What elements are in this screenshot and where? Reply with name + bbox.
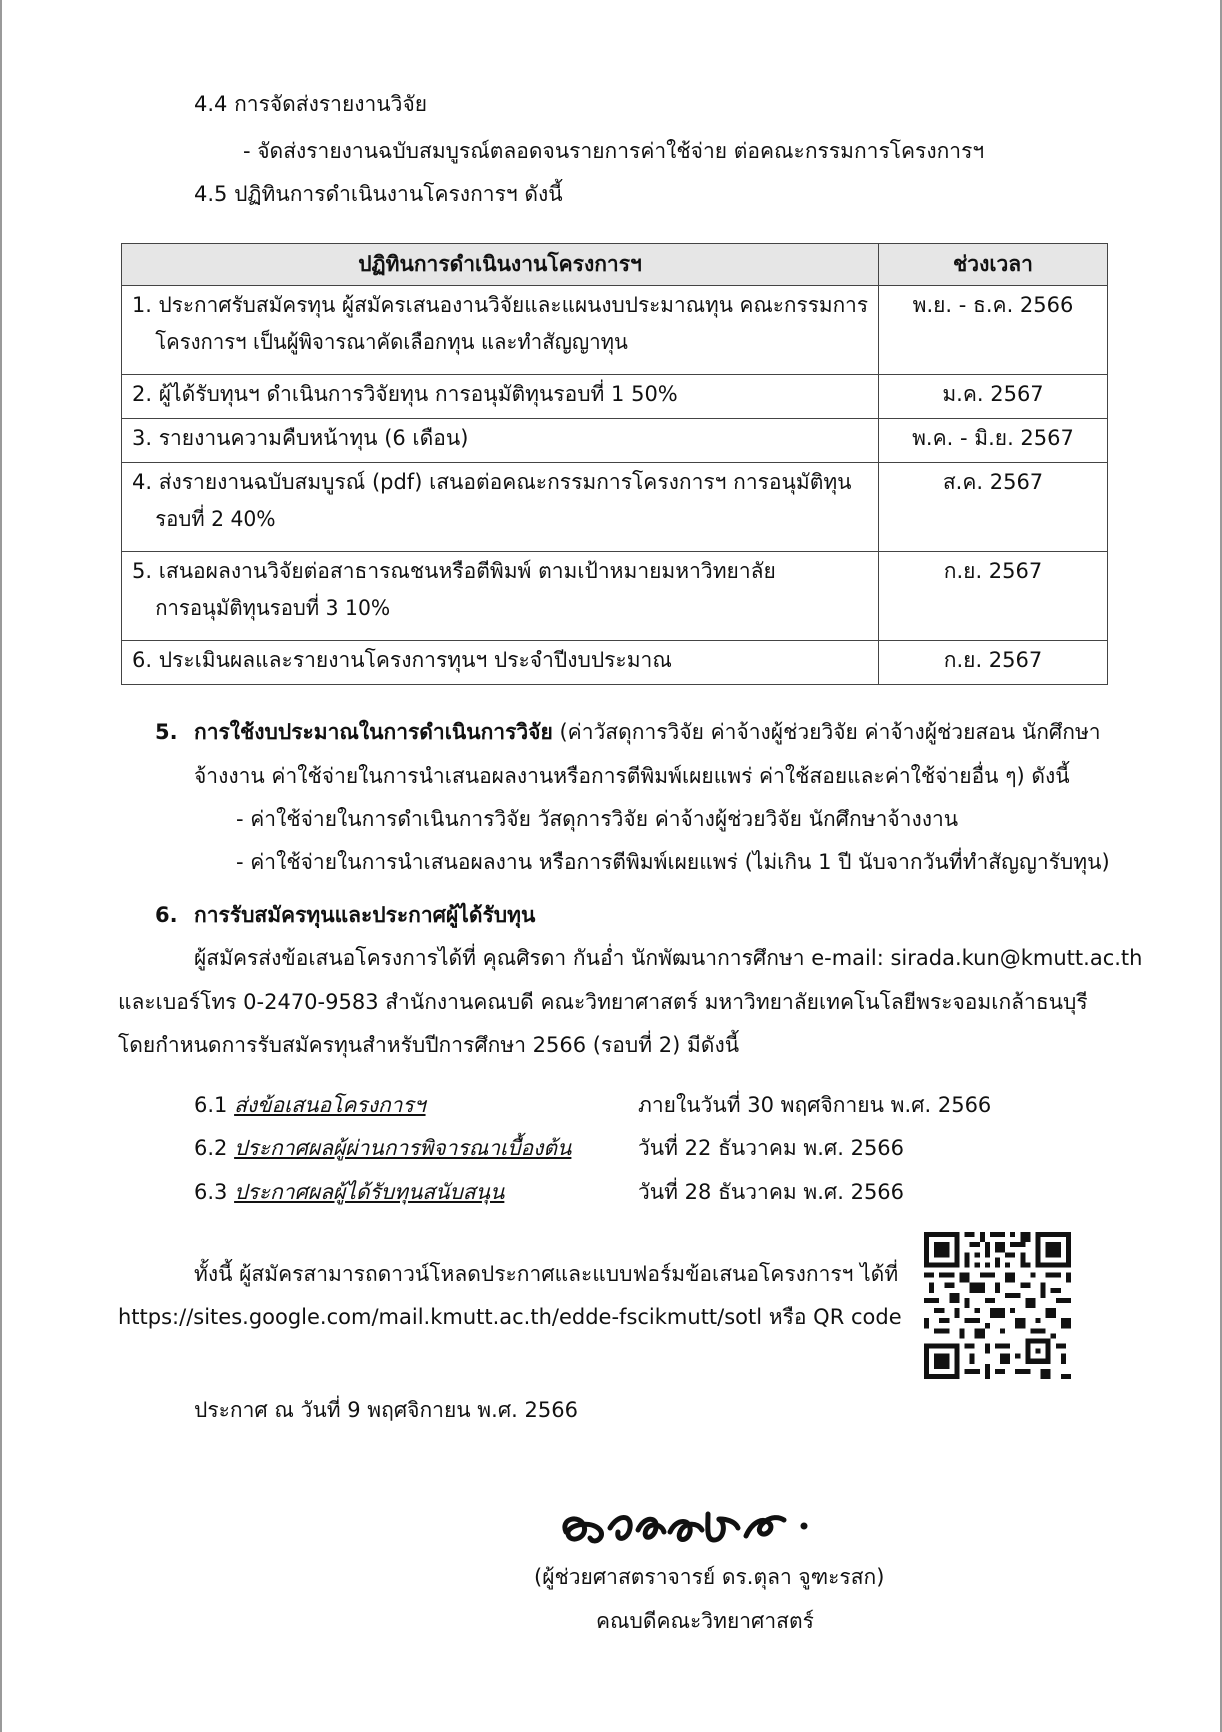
activity-line-1: 5. เสนอผลงานวิจัยต่อสาธารณชนหรือตีพิมพ์ ตามเป้าหมายมหาวิทยาลัย — [132, 559, 776, 583]
section-5-bullet-1: - ค่าใช้จ่ายในการดำเนินการวิจัย วัสดุการวิจัย ค่าจ้างผู้ช่วยวิจัย นักศึกษาจ้างงาน — [236, 807, 959, 831]
section-6-paragraph-line-1: ผู้สมัครส่งข้อเสนอโครงการได้ที่ คุณศิรดา กันอ่ำ นักพัฒนาการศึกษา e-mail: sirada.kun@kmutt.ac.th — [194, 946, 1143, 970]
section-4-4-heading: 4.4 การจัดส่งรายงานวิจัย — [194, 92, 428, 116]
schedule-activity-cell — [122, 552, 879, 641]
table-row — [122, 641, 1108, 685]
signature-image — [558, 1488, 838, 1558]
section-5-bullet-2: - ค่าใช้จ่ายในการนำเสนอผลงาน หรือการตีพิมพ์เผยแพร่ (ไม่เกิน 1 ปี นับจากวันที่ทำสัญญารับทุน) — [236, 850, 1110, 874]
signer-position: คณบดีคณะวิทยาศาสตร์ — [596, 1609, 814, 1633]
schedule-table — [121, 243, 1108, 685]
section-6-number: 6. — [155, 903, 178, 927]
timeline-date: วันที่ 22 ธันวาคม พ.ศ. 2566 — [638, 1136, 905, 1160]
schedule-activity-cell — [122, 286, 879, 375]
announcement-date: ประกาศ ณ วันที่ 9 พฤศจิกายน พ.ศ. 2566 — [194, 1398, 578, 1422]
schedule-period-cell: ม.ค. 2567 — [879, 375, 1108, 419]
timeline-date: ภายในวันที่ 30 พฤศจิกายน พ.ศ. 2566 — [638, 1093, 992, 1117]
schedule-period-cell: พ.ย. - ธ.ค. 2566 — [879, 286, 1108, 375]
timeline-item-6-2 — [194, 1136, 571, 1161]
activity-line-1: 2. ผู้ได้รับทุนฯ ดำเนินการวิจัยทุน การอนุมัติทุนรอบที่ 1 50% — [132, 382, 678, 406]
section-5-line-2: จ้างงาน ค่าใช้จ่ายในการนำเสนอผลงานหรือการตีพิมพ์เผยแพร่ ค่าใช้สอยและค่าใช้จ่ายอื่น ๆ) ดังนี้ — [194, 764, 1070, 788]
activity-line-1: 6. ประเมินผลและรายงานโครงการทุนฯ ประจำปีงบประมาณ — [132, 648, 672, 672]
signer-name: (ผู้ช่วยศาสตราจารย์ ดร.ตุลา จูฑะรสก) — [534, 1565, 885, 1589]
page-left-edge — [0, 0, 2, 1732]
qr-code-image[interactable] — [924, 1232, 1071, 1379]
schedule-period-cell: ก.ย. 2567 — [879, 552, 1108, 641]
schedule-col-period: ช่วงเวลา — [879, 244, 1108, 286]
section-6-paragraph-line-3: โดยกำหนดการรับสมัครทุนสำหรับปีการศึกษา 2566 (รอบที่ 2) มีดังนี้ — [118, 1033, 740, 1057]
timeline-number: 6.2 — [194, 1136, 228, 1160]
section-6-title: การรับสมัครทุนและประกาศผู้ได้รับทุน — [194, 903, 536, 927]
schedule-period-cell: ส.ค. 2567 — [879, 463, 1108, 552]
schedule-activity-cell — [122, 375, 879, 419]
section-4-5-heading: 4.5 ปฏิทินการดำเนินงานโครงการฯ ดังนี้ — [194, 182, 563, 206]
schedule-col-activity: ปฏิทินการดำเนินงานโครงการฯ — [122, 244, 879, 286]
section-6-paragraph-line-2: และเบอร์โทร 0-2470-9583 สำนักงานคณบดี คณะวิทยาศาสตร์ มหาวิทยาลัยเทคโนโลยีพระจอมเกล้าธนบุรี — [118, 990, 1088, 1014]
timeline-number: 6.1 — [194, 1093, 228, 1117]
activity-line-1: 4. ส่งรายงานฉบับสมบูรณ์ (pdf) เสนอต่อคณะกรรมการโครงการฯ การอนุมัติทุน — [132, 470, 852, 494]
timeline-date: วันที่ 28 ธันวาคม พ.ศ. 2566 — [638, 1180, 905, 1204]
table-row — [122, 286, 1108, 375]
schedule-period-cell: พ.ค. - มิ.ย. 2567 — [879, 419, 1108, 463]
timeline-label: ประกาศผลผู้ผ่านการพิจารณาเบื้องต้น — [234, 1136, 572, 1160]
section-5-title: การใช้งบประมาณในการดำเนินการวิจัย — [194, 720, 553, 744]
activity-line-2: รอบที่ 2 40% — [155, 507, 276, 532]
table-row — [122, 463, 1108, 552]
schedule-header-row — [122, 244, 1108, 286]
timeline-number: 6.3 — [194, 1180, 228, 1204]
table-row — [122, 375, 1108, 419]
schedule-activity-cell — [122, 463, 879, 552]
section-4-4-item: - จัดส่งรายงานฉบับสมบูรณ์ตลอดจนรายการค่าใช้จ่าย ต่อคณะกรรมการโครงการฯ — [243, 139, 985, 163]
timeline-label: ส่งข้อเสนอโครงการฯ — [234, 1093, 426, 1117]
timeline-item-6-1 — [194, 1093, 426, 1118]
activity-line-2: การอนุมัติทุนรอบที่ 3 10% — [155, 596, 391, 621]
timeline-label: ประกาศผลผู้ได้รับทุนสนับสนุน — [234, 1180, 505, 1204]
schedule-activity-cell — [122, 419, 879, 463]
activity-line-1: 1. ประกาศรับสมัครทุน ผู้สมัครเสนองานวิจัยและแผนงบประมาณทุน คณะกรรมการ — [132, 293, 869, 317]
section-5-line-1 — [194, 720, 1101, 745]
activity-line-1: 3. รายงานความคืบหน้าทุน (6 เดือน) — [132, 426, 469, 450]
activity-line-2: โครงการฯ เป็นผู้พิจารณาคัดเลือกทุน และทำสัญญาทุน — [155, 330, 628, 355]
section-5-number: 5. — [155, 720, 178, 744]
download-line-1: ทั้งนี้ ผู้สมัครสามารถดาวน์โหลดประกาศและแบบฟอร์มข้อเสนอโครงการฯ ได้ที่ — [194, 1262, 899, 1286]
timeline-item-6-3 — [194, 1180, 504, 1205]
schedule-activity-cell — [122, 641, 879, 685]
schedule-period-cell: ก.ย. 2567 — [879, 641, 1108, 685]
download-url[interactable]: https://sites.google.com/mail.kmutt.ac.th/edde-fscikmutt/sotl หรือ QR code — [118, 1305, 902, 1329]
section-5-intro: (ค่าวัสดุการวิจัย ค่าจ้างผู้ช่วยวิจัย ค่าจ้างผู้ช่วยสอน นักศึกษา — [552, 720, 1101, 744]
table-row — [122, 552, 1108, 641]
table-row — [122, 419, 1108, 463]
